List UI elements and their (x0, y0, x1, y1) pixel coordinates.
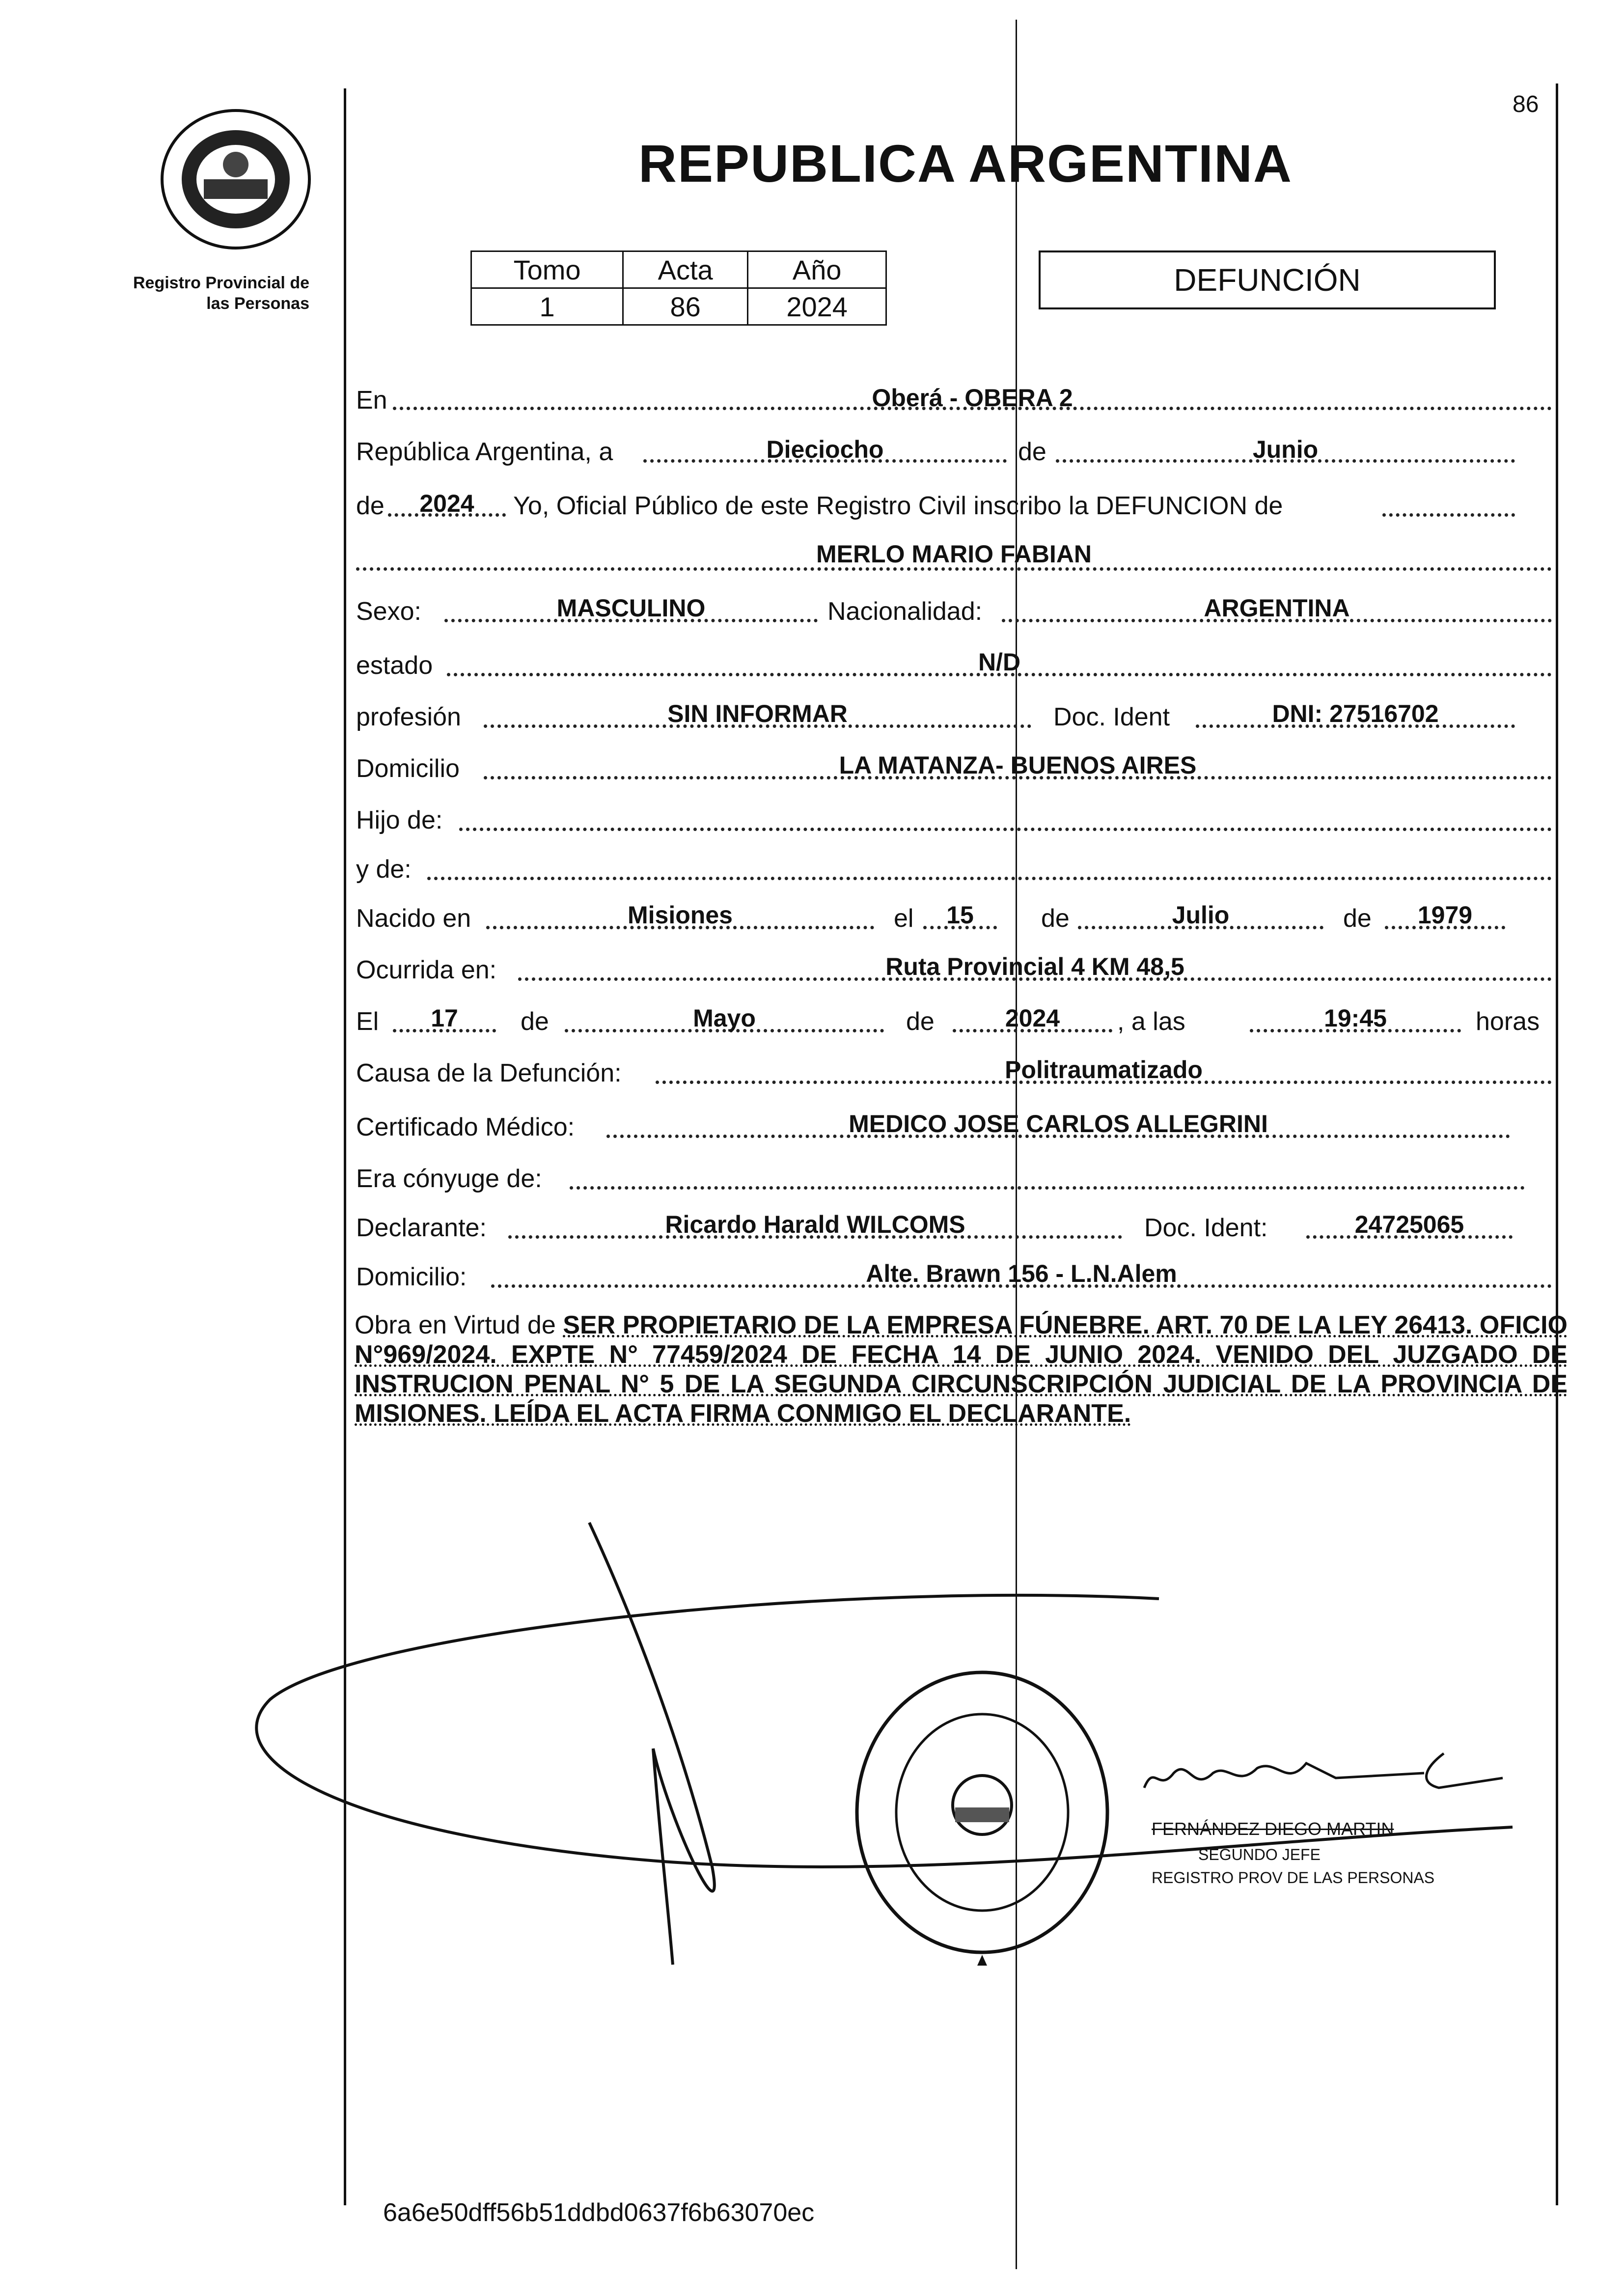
domicilio-label: Domicilio (356, 754, 460, 783)
dia-value: Dieciocho (766, 436, 884, 463)
nombre-value: MERLO MARIO FABIAN (816, 540, 1092, 568)
nac-mes-value: Julio (1172, 901, 1230, 929)
causa-value: Politraumatizado (1005, 1056, 1203, 1083)
obra-label: Obra en Virtud de (355, 1311, 556, 1339)
ocurrida-label: Ocurrida en: (356, 956, 497, 984)
nacido-label: Nacido en (356, 904, 471, 933)
causa-label: Causa de la Defunción: (356, 1059, 622, 1087)
decl-doc-value: 24725065 (1354, 1211, 1464, 1238)
el-label: el (894, 904, 914, 933)
certificado-label: Certificado Médico: (356, 1113, 575, 1141)
def-de2-label: de (906, 1007, 935, 1036)
de-label: de (1018, 438, 1046, 466)
page-number: 86 (1513, 91, 1539, 117)
yde-label: y de: (356, 855, 412, 884)
nac-de2-label: de (1343, 904, 1372, 933)
nac-dia-value: 15 (946, 901, 974, 929)
def-de-label: de (521, 1007, 549, 1036)
tomo-value: 1 (471, 288, 623, 325)
horas-label: horas (1476, 1007, 1540, 1036)
nacido-value: Misiones (628, 901, 733, 929)
def-mes-value: Mayo (693, 1004, 756, 1032)
nac-anio-value: 1979 (1417, 901, 1473, 929)
anio-value: 2024 (748, 288, 886, 325)
decl-domicilio-value: Alte. Brawn 156 - L.N.Alem (866, 1260, 1177, 1287)
signature-org: REGISTRO PROV DE LAS PERSONAS (1152, 1869, 1435, 1887)
sexo-label: Sexo: (356, 597, 421, 626)
decl-doc-label: Doc. Ident: (1144, 1214, 1268, 1242)
profesion-label: profesión (356, 703, 461, 731)
hora-value: 19:45 (1324, 1004, 1387, 1032)
acta-header: Acta (623, 251, 748, 288)
declarante-label: Declarante: (356, 1214, 487, 1242)
nac-de-label: de (1041, 904, 1070, 933)
registry-label: Registro Provincial de las Personas (133, 274, 309, 313)
official-signature (1129, 1734, 1513, 1817)
page-title: REPUBLICA ARGENTINA (638, 134, 1293, 193)
nacionalidad-value: ARGENTINA (1204, 594, 1350, 622)
nacionalidad-label: Nacionalidad: (827, 597, 983, 626)
acta-value: 86 (623, 288, 748, 325)
obra-value: SER PROPIETARIO DE LA EMPRESA FÚNEBRE. ART. 70 DE LA LEY 26413. OFICIO N°969/2024. EXPTE N° 77459/2024 DE FECHA 14 DE JUNIO 2024. VENIDO DEL JUZGADO DE INSTRUCION PENAL N° 5 DE LA SEGUNDA CIRCUNSCRIPCIÓN JUDICIAL DE LA PROVINCIA DE MISIONES. LEÍDA EL ACTA FIRMA CONMIGO EL DECLARANTE. (355, 1311, 1568, 1428)
def-dia-value: 17 (431, 1004, 458, 1032)
doc-value: DNI: 27516702 (1272, 700, 1439, 727)
el2-label: El (356, 1007, 379, 1036)
conyuge-label: Era cónyuge de: (356, 1165, 542, 1193)
en-value: Oberá - OBERA 2 (872, 384, 1073, 412)
en-label: En (356, 386, 387, 415)
act-type-box: DEFUNCIÓN (1039, 250, 1496, 309)
hijo-label: Hijo de: (356, 806, 443, 834)
republica-label: República Argentina, a (356, 438, 613, 466)
declarante-value: Ricardo Harald WILCOMS (665, 1211, 965, 1238)
tomo-header: Tomo (471, 251, 623, 288)
sexo-value: MASCULINO (556, 594, 706, 622)
registry-stamp-icon (850, 1665, 1115, 1974)
yo-text: Yo, Oficial Público de este Registro Civil inscribo la DEFUNCION de (513, 492, 1283, 520)
profesion-value: SIN INFORMAR (667, 700, 848, 727)
domicilio-value: LA MATANZA- BUENOS AIRES (839, 751, 1197, 779)
de2-label: de (356, 492, 385, 520)
certificado-value: MEDICO JOSE CARLOS ALLEGRINI (849, 1110, 1268, 1138)
signature-role: SEGUNDO JEFE (1198, 1846, 1321, 1863)
alas-label: , a las (1117, 1007, 1185, 1036)
mes-value: Junio (1252, 436, 1319, 463)
estado-label: estado (356, 651, 433, 680)
doc-label: Doc. Ident (1053, 703, 1170, 731)
signature-name: FERNÁNDEZ DIEGO MARTIN (1152, 1819, 1394, 1839)
estado-value: N/D (978, 648, 1021, 676)
decl-domicilio-label: Domicilio: (356, 1263, 467, 1291)
anio-header: Año (748, 251, 886, 288)
ocurrida-value: Ruta Provincial 4 KM 48,5 (885, 953, 1184, 980)
anio-value: 2024 (419, 490, 474, 517)
document-hash: 6a6e50dff56b51ddbd0637f6b63070ec (383, 2198, 815, 2227)
def-anio-value: 2024 (1005, 1004, 1060, 1032)
